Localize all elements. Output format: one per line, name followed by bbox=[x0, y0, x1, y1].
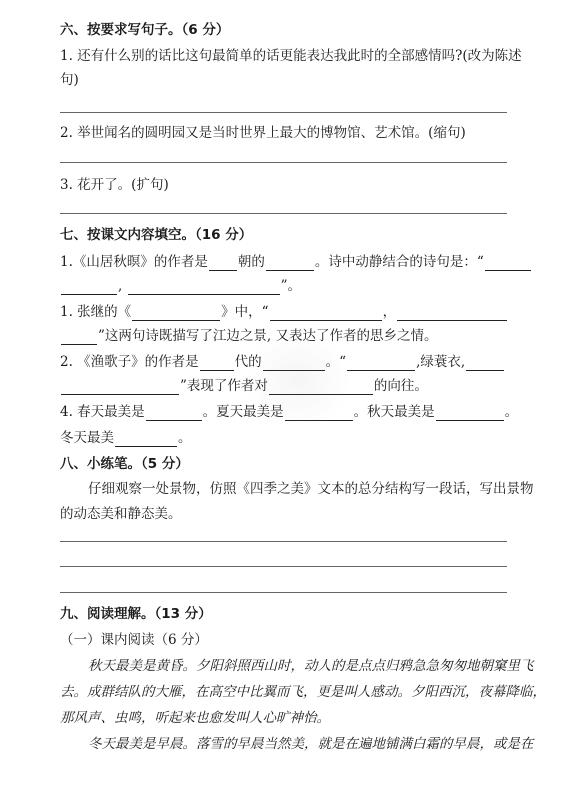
section-9-title: 九、阅读理解。（13 分） bbox=[60, 606, 212, 622]
fill-blank[interactable] bbox=[436, 406, 504, 421]
s6-answer-line-1[interactable] bbox=[60, 112, 507, 113]
fill-blank[interactable] bbox=[485, 256, 531, 271]
passage-line-1: 秋天最美是黄昏。夕阳斜照西山时，动人的是点点归鸦急急匆匆地朝窠里飞 bbox=[88, 658, 534, 674]
s8-prompt-line-2: 的动态美和静态美。 bbox=[60, 506, 182, 522]
s7-question-2-line-1 bbox=[60, 303, 508, 321]
text: ”这两句诗既描写了江边之景, 又表达了作者的思乡之情。 bbox=[98, 328, 438, 344]
passage-line-2: 去。成群结队的大雁，在高空中比翼而飞，更是叫人感动。夕阳西沉，夜幕降临， bbox=[60, 684, 546, 700]
fill-blank[interactable] bbox=[397, 306, 507, 321]
fill-blank[interactable] bbox=[115, 432, 177, 447]
text: 。 bbox=[178, 430, 192, 446]
fill-blank[interactable] bbox=[466, 356, 504, 371]
text: 2. 《渔歌子》的作者是 bbox=[60, 354, 199, 370]
text: 。“ bbox=[325, 354, 347, 370]
s6-answer-line-3[interactable] bbox=[60, 213, 507, 214]
s7-question-4-line-2 bbox=[60, 429, 192, 447]
fill-blank[interactable] bbox=[61, 280, 117, 295]
fill-blank[interactable] bbox=[128, 280, 280, 295]
s8-writing-line-1[interactable] bbox=[60, 541, 507, 542]
text: 。秋天最美是 bbox=[353, 404, 435, 420]
fill-blank[interactable] bbox=[270, 306, 382, 321]
text: 。 bbox=[504, 404, 519, 420]
text: 1. 张继的《 bbox=[60, 304, 132, 320]
fill-blank[interactable] bbox=[146, 406, 202, 421]
fill-blank[interactable] bbox=[209, 256, 237, 271]
section-6-title: 六、按要求写句子。（6 分） bbox=[60, 22, 230, 38]
s7-question-1-line-1 bbox=[60, 253, 532, 271]
text: ， bbox=[382, 304, 397, 320]
text: 的向往。 bbox=[373, 378, 428, 394]
s6-question-1-line-2: 句) bbox=[60, 72, 79, 88]
text: 。夏天最美是 bbox=[202, 404, 284, 420]
text: 代的 bbox=[234, 354, 262, 370]
text: 。诗中动静结合的诗句是：“ bbox=[314, 254, 484, 270]
text: 》中，“ bbox=[221, 304, 269, 320]
passage-line-3: 那风声、虫鸣，听起来也愈发叫人心旷神怡。 bbox=[60, 710, 330, 726]
s6-question-2: 2. 举世闻名的圆明园又是当时世界上最大的博物馆、艺术馆。(缩句) bbox=[60, 125, 466, 141]
s6-question-3: 3. 花开了。(扩句) bbox=[60, 177, 169, 193]
passage-line-4: 冬天最美是早晨。落雪的早晨当然美，就是在遍地铺满白霜的早晨，或是在 bbox=[88, 736, 534, 752]
s6-answer-line-2[interactable] bbox=[60, 162, 507, 163]
text: 1.《山居秋暝》的作者是 bbox=[60, 254, 208, 270]
section-7-title: 七、按课文内容填空。（16 分） bbox=[60, 227, 253, 243]
text: 4. 春天最美是 bbox=[60, 404, 145, 420]
s8-prompt-line-1: 仔细观察一处景物，仿照《四季之美》文本的总分结构写一段话，写出景物 bbox=[88, 481, 534, 497]
s9-subsection-title: （一）课内阅读（6 分） bbox=[60, 632, 208, 648]
text: ”。 bbox=[280, 278, 301, 294]
text: 冬天最美 bbox=[60, 430, 114, 446]
fill-blank[interactable] bbox=[200, 356, 234, 371]
text: ”表现了作者对 bbox=[180, 378, 268, 394]
s7-question-1-line-2: , ”。 bbox=[60, 277, 301, 295]
fill-blank[interactable] bbox=[266, 256, 314, 271]
s8-writing-line-2[interactable] bbox=[60, 566, 507, 567]
s6-question-1-line-1: 1. 还有什么别的话比这句最简单的话更能表达我此时的全部感情吗?(改为陈述 bbox=[60, 48, 522, 64]
faint-watermark bbox=[238, 335, 358, 425]
text: 朝的 bbox=[237, 254, 265, 270]
s8-writing-line-3[interactable] bbox=[60, 592, 507, 593]
text: ,绿蓑衣, bbox=[416, 354, 466, 370]
fill-blank[interactable] bbox=[132, 306, 220, 321]
fill-blank[interactable] bbox=[61, 330, 97, 345]
section-8-title: 八、小练笔。（5 分） bbox=[60, 456, 189, 472]
fill-blank[interactable] bbox=[61, 380, 179, 395]
